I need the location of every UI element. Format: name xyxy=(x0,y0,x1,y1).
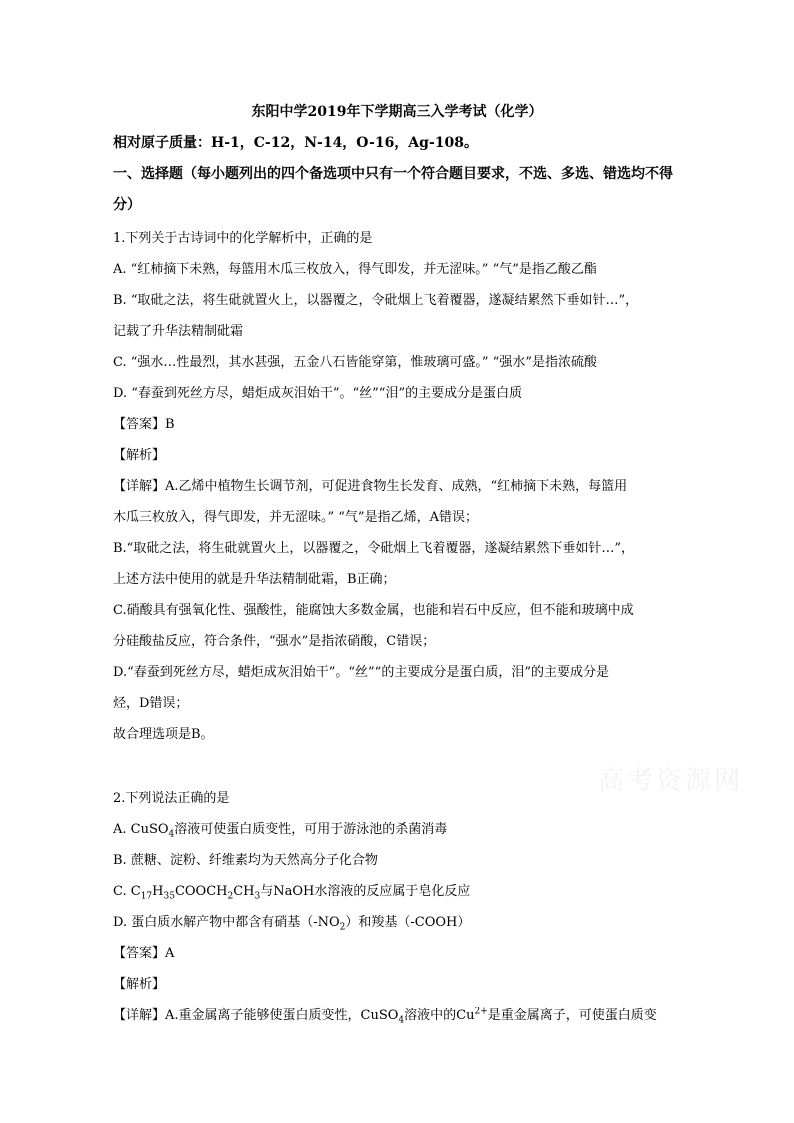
q1-detail-line-2: 木瓜三枚放入，得气即发，并无涩味。” “气”是指乙烯，A错误； xyxy=(113,510,478,525)
q1-detail-line-7: D.“春蚕到死丝方尽，蜡炬成灰泪始干”。“丝”“的主要成分是蛋白质，泪”的主要成分是 xyxy=(113,665,609,680)
q2-option-d: D. 蛋白质水解产物中都含有硝基$(-NO_2)$和羧基（-COOH） xyxy=(113,915,471,932)
q2-option-a: A. CuSO$_4$溶液可使蛋白质变性，可用于游泳池的杀菌消毒 xyxy=(113,822,448,839)
q2-stem: 2.下列说法正确的是 xyxy=(113,791,230,806)
q1-detail-line-1: 【详解】A.乙烯中植物生长调节剂，可促进食物生长发育、成熟，“红柿摘下未熟，每篮用 xyxy=(113,479,628,494)
q1-option-b-line-2: 记载了升华法精制砒霜 xyxy=(113,324,244,339)
section-heading-line-2: 分） xyxy=(113,197,141,213)
q2-answer: 【答案】A xyxy=(113,946,175,961)
atomic-mass-line: 相对原子质量：H-1，C-12，N-14，O-16，Ag-108。 xyxy=(113,135,478,151)
q1-detail-line-8: 烃，D错误； xyxy=(113,696,189,711)
q2-analysis-label: 【解析】 xyxy=(113,977,166,992)
q1-detail-line-9: 故合理选项是B。 xyxy=(113,727,214,742)
q1-answer: 【答案】B xyxy=(113,417,175,432)
q1-detail-line-5: C.硝酸具有强氧化性、强酸性，能腐蚀大多数金属，也能和岩石中反应，但不能和玻璃中成 xyxy=(113,603,634,618)
q1-option-d: D. “春蚕到死丝方尽，蜡炬成灰泪始干”。“丝”“泪”的主要成分是蛋白质 xyxy=(113,386,523,401)
q1-option-c: C. “强水…性最烈，其水甚强，五金八石皆能穿第，惟玻璃可盛。” “强水”是指浓硫酸 xyxy=(113,355,597,370)
q1-analysis-label: 【解析】 xyxy=(113,448,166,463)
q1-detail-line-3: B.“取砒之法，将生砒就置火上，以器覆之，令砒烟上飞着覆器，遂凝结累然下垂如针…”， xyxy=(113,541,634,556)
q1-detail-line-6: 分硅酸盐反应，符合条件，“强水”是指浓硝酸，C错误； xyxy=(113,634,436,649)
section-heading-line-1: 一、选择题（每小题列出的四个备选项中只有一个符合题目要求，不选、多选、错选均不得 xyxy=(113,166,673,182)
watermark: 高考资源网 xyxy=(598,766,744,796)
q2-detail-line-1: 【详解】A.重金属离子能够使蛋白质变性，CuSO$_4$溶液中的$Cu^{2+}$是重金属离子，可使蛋白质变 xyxy=(113,1007,657,1025)
q1-option-a: A. “红柿摘下未熟，每篮用木瓜三枚放入，得气即发，并无涩味。” “气”是指乙酸乙酯 xyxy=(113,262,597,277)
q1-stem: 1.下列关于古诗词中的化学解析中，正确的是 xyxy=(113,231,373,246)
q1-detail-line-4: 上述方法中使用的就是升华法精制砒霜，B正确； xyxy=(113,572,396,587)
q1-option-b-line-1: B. “取砒之法，将生砒就置火上，以器覆之，令砒烟上飞着覆器，遂凝结累然下垂如针…”， xyxy=(113,293,639,308)
q2-option-c: C. $C_{17}H_{35}COOCH_2CH_3$与NaOH水溶液的反应属于皂化反应 xyxy=(113,884,471,901)
page-title: 东阳中学2019年下学期高三入学考试（化学） xyxy=(251,104,543,120)
q2-option-b: B. 蔗糖、淀粉、纤维素均为天然高分子化合物 xyxy=(113,853,378,868)
